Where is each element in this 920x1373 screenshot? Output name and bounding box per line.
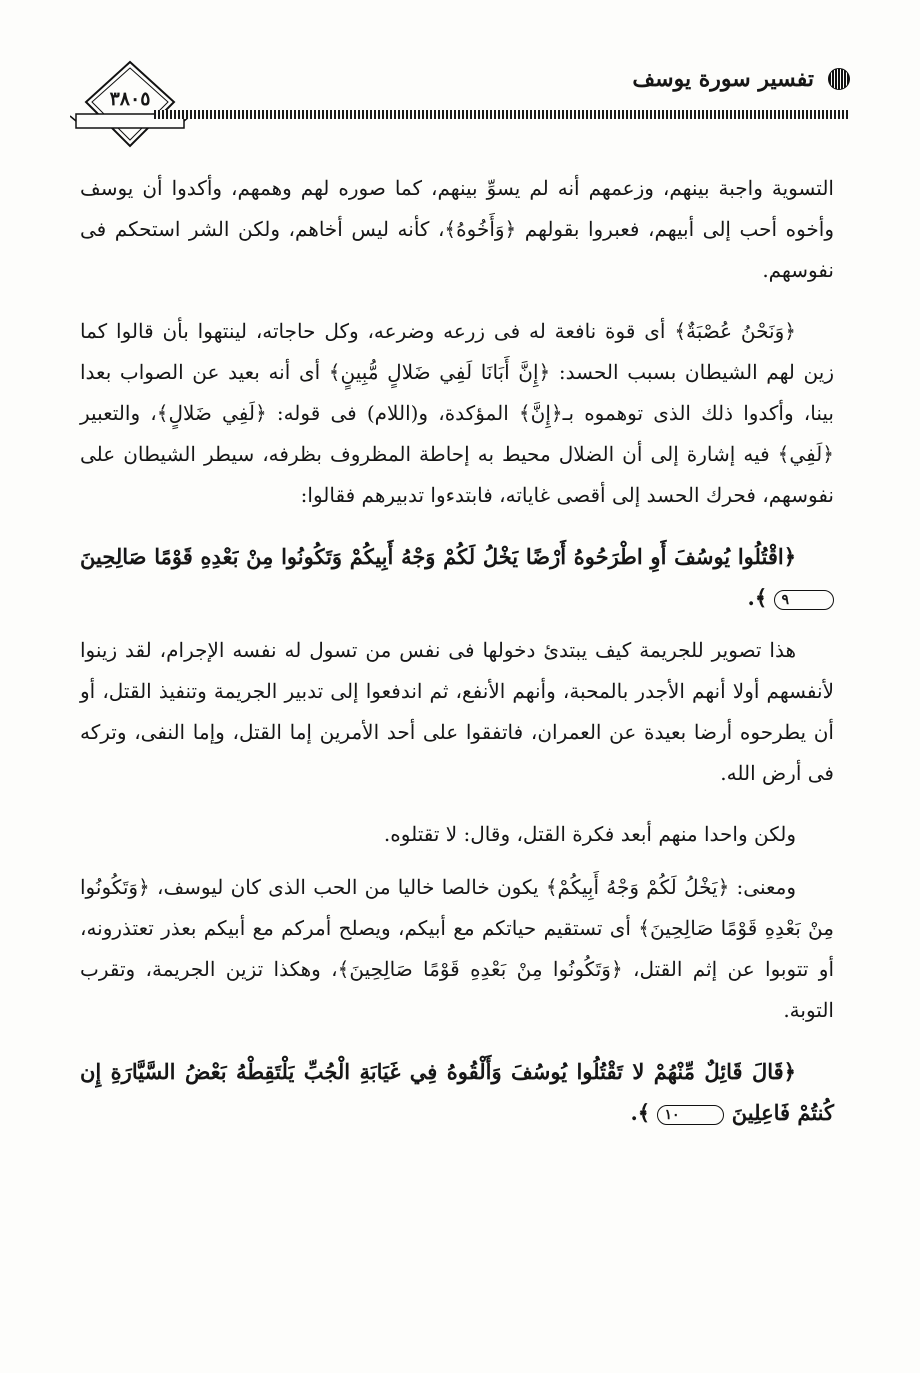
page-number: ٣٨٠٥ [109, 88, 151, 110]
quran-verse [80, 536, 834, 618]
running-title [632, 66, 850, 92]
running-title-text: تفسير سورة يوسف [632, 66, 814, 92]
verse-number: ٩ [774, 590, 834, 610]
verse-close: ﴾. [747, 585, 768, 610]
verse-number: ١٠ [657, 1105, 724, 1125]
page-body [80, 168, 834, 1153]
paragraph: ومعنى: ﴿يَخْلُ لَكُمْ وَجْهُ أَبِيكُمْ﴾ يكون خالصا خاليا من الحب الذى كان ليوسف، ﴿وَتَكُونُوا مِنْ بَعْدِهِ قَوْمًا صَالِحِينَ﴾ أى تستقيم حياتكم مع أبيكم، ويصلح أمركم مع أبيكم بعذر تعتذرونه، أو تتوبوا عن إثم القتل، ﴿وَتَكُونُوا مِنْ بَعْدِهِ قَوْمًا صَالِحِينَ﴾، وهكذا تزين الجريمة، وتقرب التوبة. [80, 875, 834, 1022]
paragraph: هذا تصوير للجريمة كيف يبتدئ دخولها فى نفس من تسول له نفسه الإجرام، لقد زينوا لأنفسهم أولا أنهم الأجدر بالمحبة، وأنهم الأنفع، ثم اندفعوا إلى تدبير الجريمة وتنفيذ القتل، أو أن يطرحوه أرضا بعيدة عن العمران، فاتفقوا على أحد الأمرين إما القتل، وإما النفى، وتركه فى أرض الله. [80, 638, 834, 785]
paragraph: ﴿وَنَحْنُ عُصْبَةٌ﴾ أى قوة نافعة له فى زرعه وضرعه، وكل حاجاته، لينتهوا بأن قالوا كما زين لهم الشيطان بسبب الحسد: ﴿إِنَّ أَبَانَا لَفِي ضَلالٍ مُّبِينٍ﴾ أى أنه بعيد عن الصواب بعدا بينا، وأكدوا ذلك الذى توهموه بـ﴿إِنَّ﴾ المؤكدة، و(اللام) فى قوله: ﴿لَفِي ضَلالٍ﴾، والتعبير ﴿لَفِي﴾ فيه إشارة إلى أن الضلال محيط به إحاطة المظروف بظرفه، سيطر الشيطان على نفوسهم، فحرك الحسد إلى أقصى غاياته، فابتدءوا تدبيرهم فقالوا: [80, 319, 834, 507]
verse-text: ﴿اقْتُلُوا يُوسُفَ أَوِ اطْرَحُوهُ أَرْضًا يَخْلُ لَكُمْ وَجْهُ أَبِيكُمْ وَتَكُونُوا مِنْ بَعْدِهِ قَوْمًا صَالِحِينَ [80, 544, 796, 569]
page-number-badge [70, 58, 190, 152]
verse-close: ﴾. [630, 1100, 651, 1125]
header-rule [154, 110, 850, 119]
page-header [70, 58, 850, 158]
ornament-icon [828, 68, 850, 90]
verse-text: ﴿قَالَ قَائِلٌ مِّنْهُمْ لا تَقْتُلُوا يُوسُفَ وَأَلْقُوهُ فِي غَيَابَةِ الْجُبِّ يَلْتَقِطْهُ بَعْضُ السَّيَّارَةِ إِن كُنتُمْ فَاعِلِينَ [80, 1059, 834, 1125]
quran-verse [80, 1051, 834, 1133]
paragraph: التسوية واجبة بينهم، وزعمهم أنه لم يسوِّ بينهم، كما صوره لهم وهمهم، وأكدوا أن يوسف وأخوه أحب إلى أبيهم، فعبروا بقولهم ﴿وَأَخُوهُ﴾، كأنه ليس أخاهم، ولكن الشر استحكم فى نفوسهم. [80, 176, 834, 282]
paragraph: ولكن واحدا منهم أبعد فكرة القتل، وقال: لا تقتلوه. [383, 822, 796, 846]
